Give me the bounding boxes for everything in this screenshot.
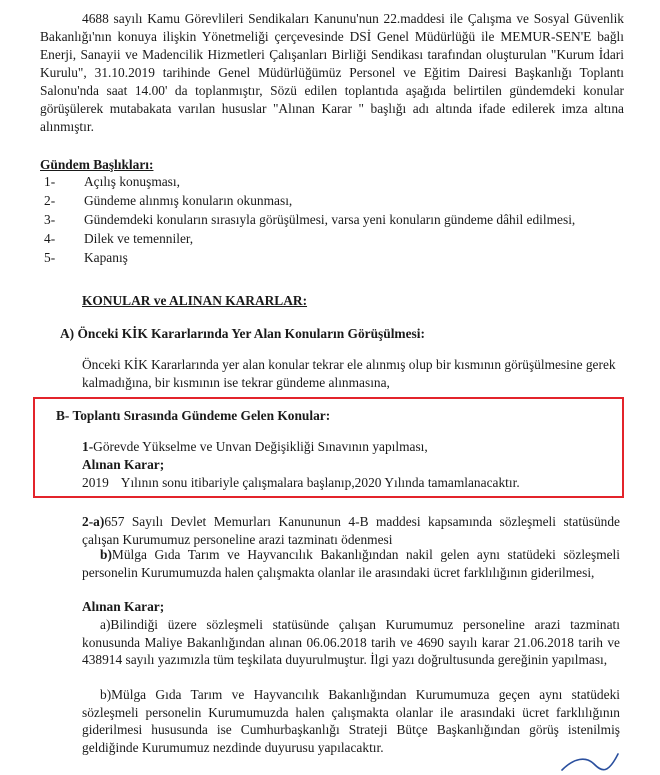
agenda-item bbox=[40, 249, 620, 266]
agenda-item bbox=[40, 173, 620, 190]
agenda-list bbox=[40, 173, 620, 266]
item-2a bbox=[82, 513, 620, 548]
item-2-karar-a: a)Bilindiği üzere sözleşmeli statüsünde çalışan Kurumumuz personeline arazi tazminatı konusunda Maliye Bakanlığından alınan 06.06.2018 tarih ve 4690 sayılı karar 21.06.2018 tarih ve 438914 sayılı yazımızla tüm teşkilata duyurulmuştur. İlgi yazı doğrultusunda gereğinin yapılması, bbox=[82, 617, 620, 667]
section-b-title: B- Toplantı Sırasında Gündeme Gelen Konular: bbox=[56, 408, 331, 423]
intro-paragraph: 4688 sayılı Kamu Görevlileri Sendikaları Kanunu'nun 22.maddesi ile Çalışma ve Sosyal Güvenlik Bakanlığı'nın konuya ilişkin Yönetmeliği çerçevesinde DSİ Genel Müdürlüğü ile MEMUR-SEN'E bağlı Enerji, Sanayii ve Madencilik Hizmetleri Çalışanları Birliği Sendikası tarafından oluşturulan "Kurum İdari Kurulu", 31.10.2019 tarihinde Genel Müdürlüğümüz Personel ve Eğitim Dairesi Başkanlığı Toplantı Salonu'nda saat 14.00' da toplanmıştır, Sözü edilen toplantıda aşağıda belirtilen gündemdeki konular görüşülerek mutabakata varılan hususlar "Alınan Karar " başlığı adı altında ifade edilerek imza altına alınmıştır. bbox=[40, 11, 624, 134]
signature-mark-icon bbox=[560, 752, 620, 774]
agenda-item bbox=[40, 230, 620, 247]
item-2b-text: Mülga Gıda Tarım ve Hayvancılık Bakanlığından nakil gelen aynı statüdeki sözleşmeli personelin Kurumumuzda halen çalışmakta olanlar ile arasındaki ücret farklılığının giderilmesi, bbox=[82, 547, 620, 580]
agenda-item bbox=[40, 192, 620, 209]
section-heading: KONULAR ve ALINAN KARARLAR: bbox=[82, 293, 308, 308]
agenda-item-text: Gündeme alınmış konuların okunması, bbox=[84, 193, 293, 208]
agenda-item-text: Açılış konuşması, bbox=[84, 174, 180, 189]
agenda-item-number: 2- bbox=[44, 193, 56, 208]
section-b-karar-body: Yılının sonu itibariyle çalışmalara başlanıp,2020 Yılında tamamlanacaktır. bbox=[120, 475, 520, 490]
section-b-item-1-text: Görevde Yükselme ve Unvan Değişikliği Sınavının yapılması, bbox=[93, 439, 428, 454]
agenda-item-number: 4- bbox=[44, 231, 56, 246]
section-b-item-1-number: 1- bbox=[82, 439, 94, 454]
section-b-karar-label: Alınan Karar; bbox=[82, 457, 165, 472]
section-a-text: Önceki KİK Kararlarında yer alan konular tekrar ele alınmış olup bir kısmının görüşülmesine gerek kalmadığına, bir kısmının ise tekrar gündeme alınmasına, bbox=[82, 357, 616, 390]
item-2a-text: 657 Sayılı Devlet Memurları Kanununun 4-B maddesi kapsamında sözleşmeli statüsünde çalışan Kurumumuz personeline arazi tazminatı ödenmesi bbox=[82, 514, 620, 547]
section-b-karar-text bbox=[82, 475, 520, 491]
item-2a-lead: 2-a) bbox=[82, 514, 105, 529]
section-a-title: A) Önceki KİK Kararlarında Yer Alan Konuların Görüşülmesi: bbox=[60, 326, 425, 341]
agenda-item-text: Dilek ve temenniler, bbox=[84, 231, 194, 246]
agenda-item bbox=[40, 211, 620, 228]
section-b-item-1 bbox=[82, 439, 428, 455]
agenda-title: Gündem Başlıkları: bbox=[40, 157, 154, 172]
item-2b-lead: b) bbox=[100, 547, 112, 562]
section-b-karar-year: 2019 bbox=[82, 475, 109, 490]
item-2b bbox=[82, 546, 620, 581]
agenda-item-number: 3- bbox=[44, 212, 56, 227]
agenda-item-number: 5- bbox=[44, 250, 56, 265]
agenda-item-text: Gündemdeki konuların sırasıyla görüşülmesi, varsa yeni konuların gündeme dâhil edilmesi, bbox=[84, 212, 576, 227]
agenda-item-number: 1- bbox=[44, 174, 56, 189]
item-2-karar-b: b)Mülga Gıda Tarım ve Hayvancılık Bakanlığından Kurumumuza geçen aynı statüdeki sözleşmeli personelin Kurumumuzda halen çalışmakta olanlar ile arasındaki ücret farklılığının giderilmesi hususunda ise Cumhurbaşkanlığı Strateji Bütçe Başkanlığından görüş istenilmiş geldiğinde Kurumumuz nezdinde duyurusu yapılacaktır. bbox=[82, 687, 620, 755]
item-2-karar-label: Alınan Karar; bbox=[82, 599, 165, 614]
agenda-item-text: Kapanış bbox=[84, 250, 128, 265]
